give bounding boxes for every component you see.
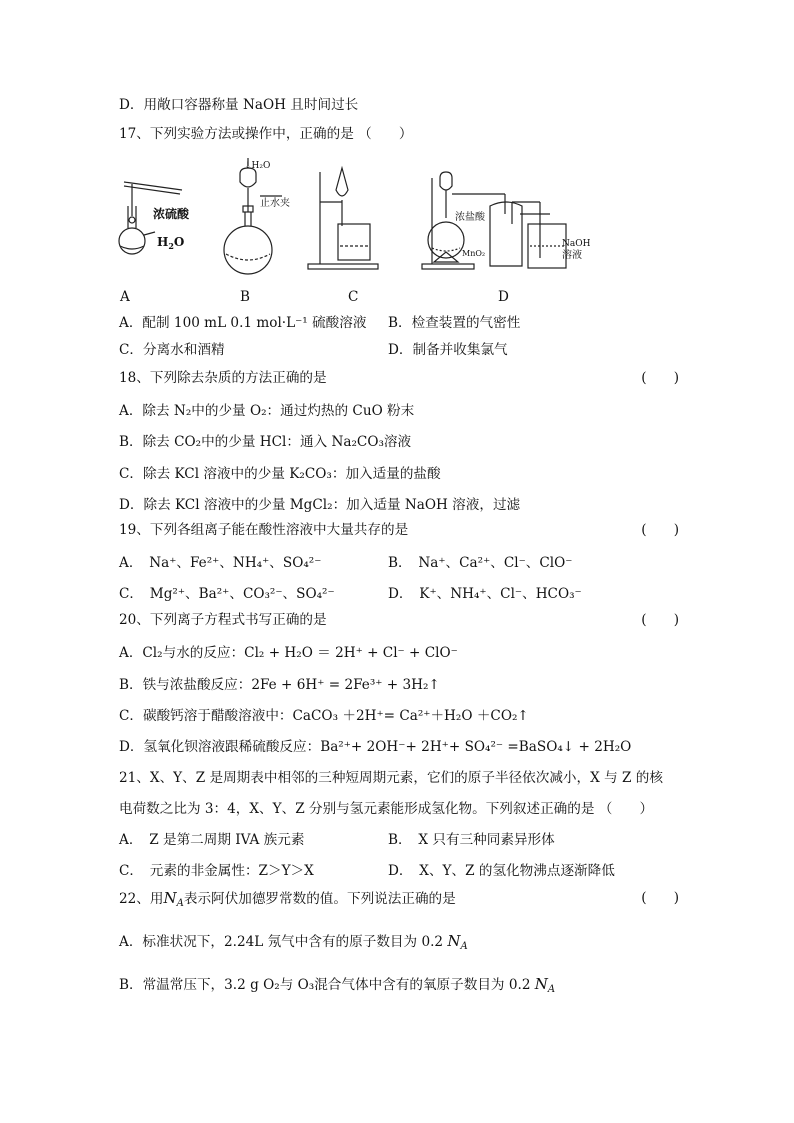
q22-stem-post: 表示阿伏加德罗常数的值。下列说法正确的是 — [183, 891, 456, 907]
q17-option-d: D．制备并收集氯气 — [388, 342, 508, 358]
q18-stem — [119, 369, 679, 387]
q17-option-b: B．检查装置的气密性 — [388, 315, 521, 331]
q22-na-subscript: A — [176, 898, 184, 909]
q18-option-a: A．除去 N₂中的少量 O₂：通过灼热的 CuO 粉末 — [119, 403, 415, 419]
figure-label-d: D — [498, 289, 509, 305]
flask-b-icon — [224, 158, 282, 274]
q22-a-na-subscript: A — [460, 941, 468, 952]
label-zhishuijia: 止水夹 — [260, 198, 290, 209]
q20-option-d: D．氢氧化钡溶液跟稀硫酸反应：Ba²⁺+ 2OH⁻+ 2H⁺+ SO₄²⁻ =BaSO₄↓ + 2H₂O — [119, 739, 632, 755]
figure-label-b: B — [240, 289, 250, 305]
q20-stem — [119, 611, 679, 629]
q21-stem-line1: 21、X、Y、Z 是周期表中相邻的三种短周期元素，它们的原子半径依次减小，X 与 Z 的核 — [119, 770, 663, 786]
q20-answer-paren: ( ) — [641, 612, 679, 628]
q21-option-c: C． 元素的非金属性：Z＞Y＞X — [119, 863, 314, 879]
q17-option-a: A．配制 100 mL 0.1 mol·L⁻¹ 硫酸溶液 — [119, 315, 367, 331]
q19-option-c: C． Mg²⁺、Ba²⁺、CO₃²⁻、SO₄²⁻ — [119, 586, 335, 602]
q16-option-d: D．用敞口容器称量 NaOH 且时间过长 — [119, 97, 359, 113]
q19-answer-paren: ( ) — [641, 522, 679, 538]
label-nongliusuan: 浓硫酸 — [153, 207, 190, 221]
chlorine-setup-d-icon — [422, 172, 566, 269]
q18-option-b: B．除去 CO₂中的少量 HCl：通入 Na₂CO₃溶液 — [119, 434, 412, 450]
q18-option-d: D．除去 KCl 溶液中的少量 MgCl₂：加入适量 NaOH 溶液，过滤 — [119, 497, 521, 513]
q22-b-na-symbol: N — [534, 975, 548, 993]
q17-stem: 17、下列实验方法或操作中，正确的是 （ ） — [119, 126, 413, 142]
q19-option-b: B． Na⁺、Ca²⁺、Cl⁻、ClO⁻ — [388, 555, 573, 571]
label-h2o-b: ↓H₂O — [244, 161, 271, 171]
q18-stem-text: 18、下列除去杂质的方法正确的是 — [119, 370, 327, 386]
figure-label-a: A — [120, 289, 130, 305]
q22-a-na-symbol: N — [447, 932, 461, 950]
q20-option-c: C．碳酸钙溶于醋酸溶液中：CaCO₃ ＋2H⁺= Ca²⁺＋H₂O ＋CO₂↑ — [119, 708, 529, 724]
q22-option-a-text: A．标准状况下，2.24L 氖气中含有的原子数目为 0.2 — [119, 934, 448, 950]
q22-answer-paren: ( ) — [641, 890, 679, 906]
q22-option-b — [119, 975, 555, 999]
q20-stem-text: 20、下列离子方程式书写正确的是 — [119, 612, 327, 628]
q19-option-a: A． Na⁺、Fe²⁺、NH₄⁺、SO₄²⁻ — [119, 555, 322, 571]
q21-option-d: D． X、Y、Z 的氢化物沸点逐渐降低 — [388, 863, 615, 879]
figure-label-c: C — [348, 289, 359, 305]
q22-stem — [119, 889, 679, 913]
q22-option-a — [119, 932, 468, 956]
q19-stem — [119, 521, 679, 539]
q18-option-c: C．除去 KCl 溶液中的少量 K₂CO₃：加入适量的盐酸 — [119, 466, 441, 482]
q19-option-d: D． K⁺、NH₄⁺、Cl⁻、HCO₃⁻ — [388, 586, 582, 602]
label-rongye: 溶液 — [562, 250, 582, 261]
q20-option-b: B．铁与浓盐酸反应：2Fe + 6H⁺ = 2Fe³⁺ + 3H₂↑ — [119, 677, 440, 693]
q21-option-b: B． X 只有三种同素异形体 — [388, 832, 555, 848]
q17-option-c: C．分离水和酒精 — [119, 342, 225, 358]
q18-answer-paren: ( ) — [641, 370, 679, 386]
q20-option-a: A．Cl₂与水的反应：Cl₂ + H₂O ＝ 2H⁺ + Cl⁻ + ClO⁻ — [119, 645, 458, 661]
q22-b-na-subscript: A — [547, 984, 556, 995]
label-h2o-a: $H_2O$ — [157, 235, 185, 251]
q22-na-symbol: N — [163, 889, 177, 907]
q19-stem-text: 19、下列各组离子能在酸性溶液中大量共存的是 — [119, 522, 409, 538]
label-mno2: MnO₂ — [462, 249, 486, 258]
q21-stem-line2: 电荷数之比为 3：4，X、Y、Z 分别与氢元素能形成氢化物。下列叙述正确的是 （ ） — [119, 801, 654, 817]
q22-option-b-text: B．常温常压下，3.2 g O₂与 O₃混合气体中含有的氧原子数目为 0.2 — [119, 977, 535, 993]
q22-stem-pre: 22、用 — [119, 891, 164, 907]
q17-apparatus-figure — [110, 154, 610, 288]
q21-option-a: A． Z 是第二周期 IVA 族元素 — [119, 832, 305, 848]
label-nongyansuan: 浓盐酸 — [455, 212, 485, 223]
separatory-funnel-c-icon — [308, 168, 378, 269]
label-naoh: NaOH — [562, 239, 591, 249]
